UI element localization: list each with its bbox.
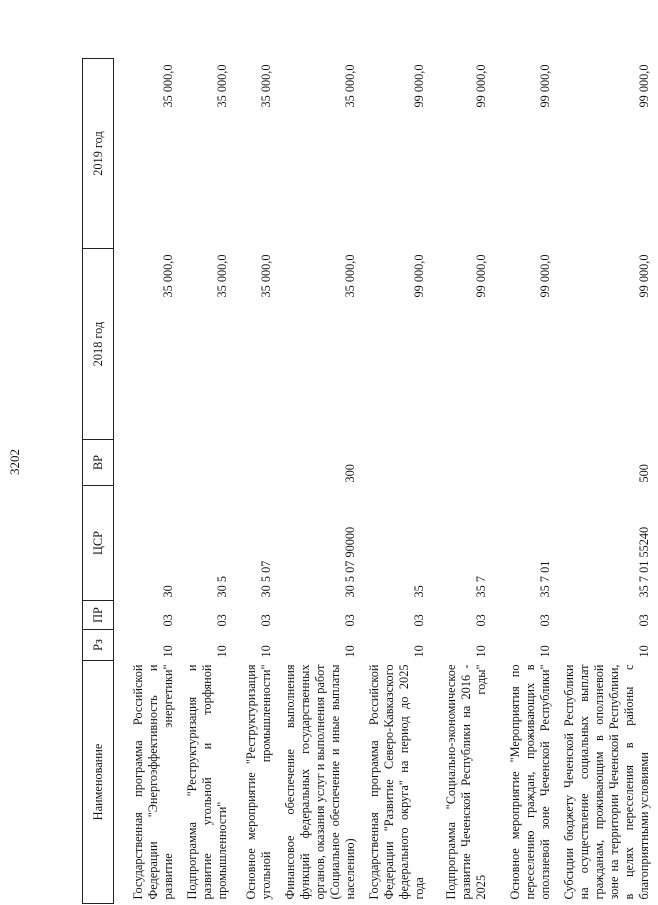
row-name: Подпрограмма "Социально-экономическое развитие Чеченской Республики на 2016 - 2025 годы" — [443, 664, 488, 900]
row-name: Субсидии бюджету Чеченской Республики на осуществление социальных выплат гражданам, проживающим в оползневой зоне на территории Чеченской Республики, в целях переселения в районы с благоприятными условиями — [561, 664, 651, 900]
table-row — [236, 59, 280, 904]
row-rz: 10 — [636, 645, 651, 658]
row-2019: 35 000,0 — [214, 64, 229, 108]
header-pr: ПР — [83, 601, 114, 630]
table-row — [114, 59, 182, 904]
row-csr: 30 5 — [214, 575, 229, 598]
row-2019: 99 000,0 — [537, 64, 552, 108]
row-2018: 99 000,0 — [473, 254, 488, 298]
row-csr: 30 5 07 90000 — [342, 526, 357, 598]
row-rz: 10 — [342, 645, 357, 658]
row-pr: 03 — [342, 614, 357, 627]
row-csr: 30 — [160, 585, 175, 598]
table-header-row — [83, 59, 114, 904]
row-2018: 99 000,0 — [537, 254, 552, 298]
budget-table-rotated — [82, 59, 651, 904]
row-vr — [236, 440, 280, 486]
row-pr: 03 — [537, 614, 552, 627]
row-2019: 35 000,0 — [160, 64, 175, 108]
row-pr: 03 — [473, 614, 488, 627]
table-row — [559, 59, 658, 904]
row-rz: 10 — [411, 645, 426, 658]
row-vr — [182, 440, 236, 486]
header-csr: ЦСР — [83, 486, 114, 601]
table-row — [280, 59, 364, 904]
row-2018: 35 000,0 — [258, 254, 273, 298]
row-2019: 35 000,0 — [342, 64, 357, 108]
row-name: Финансовое обеспечение выполнения функций федеральных государственных органов, оказания услуг и выполнения работ (Социальное обеспечение и иные выплаты населению) — [282, 664, 357, 900]
page-number-text: 3202 — [7, 449, 22, 475]
header-2018: 2018 год — [83, 249, 114, 440]
row-name: Основное мероприятие "Реструктуризация угольной промышленности" — [243, 664, 273, 900]
row-vr: 500 — [636, 464, 651, 483]
row-2019: 99 000,0 — [636, 64, 651, 108]
row-rz: 10 — [473, 645, 488, 658]
row-vr — [495, 440, 559, 486]
row-name: Государственная программа Российской Федерации "Развитие Северо-Кавказского федерального округа" на период до 2025 года — [366, 664, 426, 900]
header-rz: Рз — [83, 630, 114, 661]
row-rz: 10 — [214, 645, 229, 658]
row-rz: 10 — [537, 645, 552, 658]
row-vr — [433, 440, 495, 486]
row-vr — [364, 440, 433, 486]
row-csr: 35 7 01 — [537, 560, 552, 598]
row-csr: 35 7 — [473, 575, 488, 598]
row-csr: 35 7 01 55240 — [636, 526, 651, 598]
table-row — [364, 59, 433, 904]
row-2018: 35 000,0 — [160, 254, 175, 298]
row-2019: 99 000,0 — [411, 64, 426, 108]
row-name: Подпрограмма "Реструктуризация и развитие угольной и торфяной промышленности" — [184, 664, 229, 900]
row-csr: 30 5 07 — [258, 560, 273, 598]
row-rz: 10 — [160, 645, 175, 658]
row-2018: 99 000,0 — [411, 254, 426, 298]
row-pr: 03 — [214, 614, 229, 627]
table-row — [433, 59, 495, 904]
row-vr: 300 — [342, 464, 357, 483]
header-2019: 2019 год — [83, 59, 114, 249]
table-row — [182, 59, 236, 904]
row-pr: 03 — [411, 614, 426, 627]
row-vr — [114, 440, 182, 486]
row-pr: 03 — [258, 614, 273, 627]
header-vr: ВР — [83, 440, 114, 486]
row-rz: 10 — [258, 645, 273, 658]
row-2019: 99 000,0 — [473, 64, 488, 108]
header-name: Наименование — [83, 661, 114, 904]
row-2019: 35 000,0 — [258, 64, 273, 108]
row-name: Государственная программа Российской Федерации "Энергоэффективность и развитие энергетики" — [130, 664, 175, 900]
row-2018: 35 000,0 — [342, 254, 357, 298]
table-row — [495, 59, 559, 904]
row-name: Основное мероприятие "Мероприятия по переселению граждан, проживающих в оползневой зоне Чеченской Республики" — [507, 664, 552, 900]
row-pr: 03 — [160, 614, 175, 627]
budget-table — [82, 58, 658, 904]
row-2018: 99 000,0 — [636, 254, 651, 298]
row-csr: 35 — [411, 585, 426, 598]
page-number — [6, 447, 24, 477]
row-pr: 03 — [636, 614, 651, 627]
row-2018: 35 000,0 — [214, 254, 229, 298]
